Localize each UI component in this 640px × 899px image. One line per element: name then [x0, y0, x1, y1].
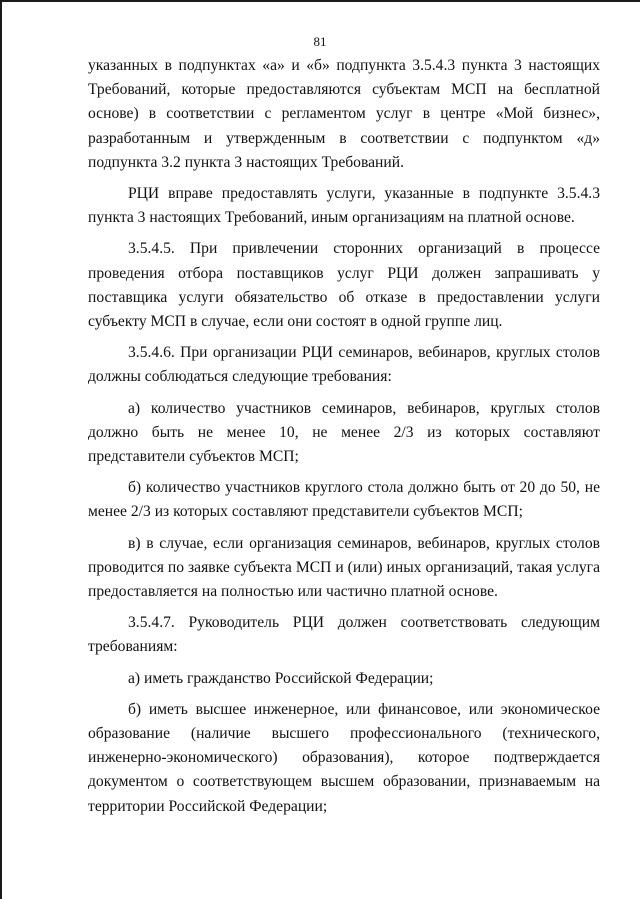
paragraph-continuation: указанных в подпунктах «а» и «б» подпункта 3.5.4.3 пункта 3 настоящих Требований, которые предоставляются субъектам МСП на бесплатной основе) в соответствии с регламентом услуг в центре «Мой бизнес», разработанным и утвержденным в соответствии с подпунктом «д» подпункта 3.2 пункта 3 настоящих Требований.: [88, 57, 600, 171]
paragraph-item-v-paid-basis: в) в случае, если организация семинаров, вебинаров, круглых столов проводится по заявке субъекта МСП и (или) иных организаций, такая услуга предоставляется на полностью или частично платной основе.: [88, 534, 600, 601]
scan-border-left: [0, 0, 2, 899]
paragraph-rci-paid-services: РЦИ вправе предоставлять услуги, указанные в подпункте 3.5.4.3 пункта 3 настоящих Требований, иным организациям на платной основе.: [88, 185, 600, 227]
paragraph-item-b-round-table: б) количество участников круглого стола должно быть от 20 до 50, не менее 2/3 из которых составляют представители субъектов МСП;: [88, 479, 600, 521]
paragraph-item-b-education: б) иметь высшее инженерное, или финансовое, или экономическое образование (наличие высшего профессионального (технического, инженерно-экономического) образования), которое подтверждается документом о соответствующем высшем образовании, признаваемым на территории Российской Федерации;: [88, 700, 600, 815]
paragraph-3-5-4-5: 3.5.4.5. При привлечении сторонних организаций в процессе проведения отбора поставщиков услуг РЦИ должен запрашивать у поставщика услуги обязательство об отказе в предоставлении услуги субъекту МСП в случае, если они состоят в одной группе лиц.: [88, 240, 600, 331]
paragraph-3-5-4-7: 3.5.4.7. Руководитель РЦИ должен соответствовать следующим требованиям:: [88, 614, 600, 656]
paragraph-item-a-seminars: а) количество участников семинаров, вебинаров, круглых столов должно быть не менее 10, не менее 2/3 из которых составляют представители субъектов МСП;: [88, 399, 600, 466]
page-number: 81: [313, 34, 327, 49]
paragraph-item-a-citizenship: а) иметь гражданство Российской Федерации;: [128, 669, 434, 687]
paragraph-3-5-4-6: 3.5.4.6. При организации РЦИ семинаров, вебинаров, круглых столов должны соблюдаться следующие требования:: [88, 344, 600, 386]
document-body: [88, 54, 600, 826]
scan-border-top: [0, 0, 640, 2]
